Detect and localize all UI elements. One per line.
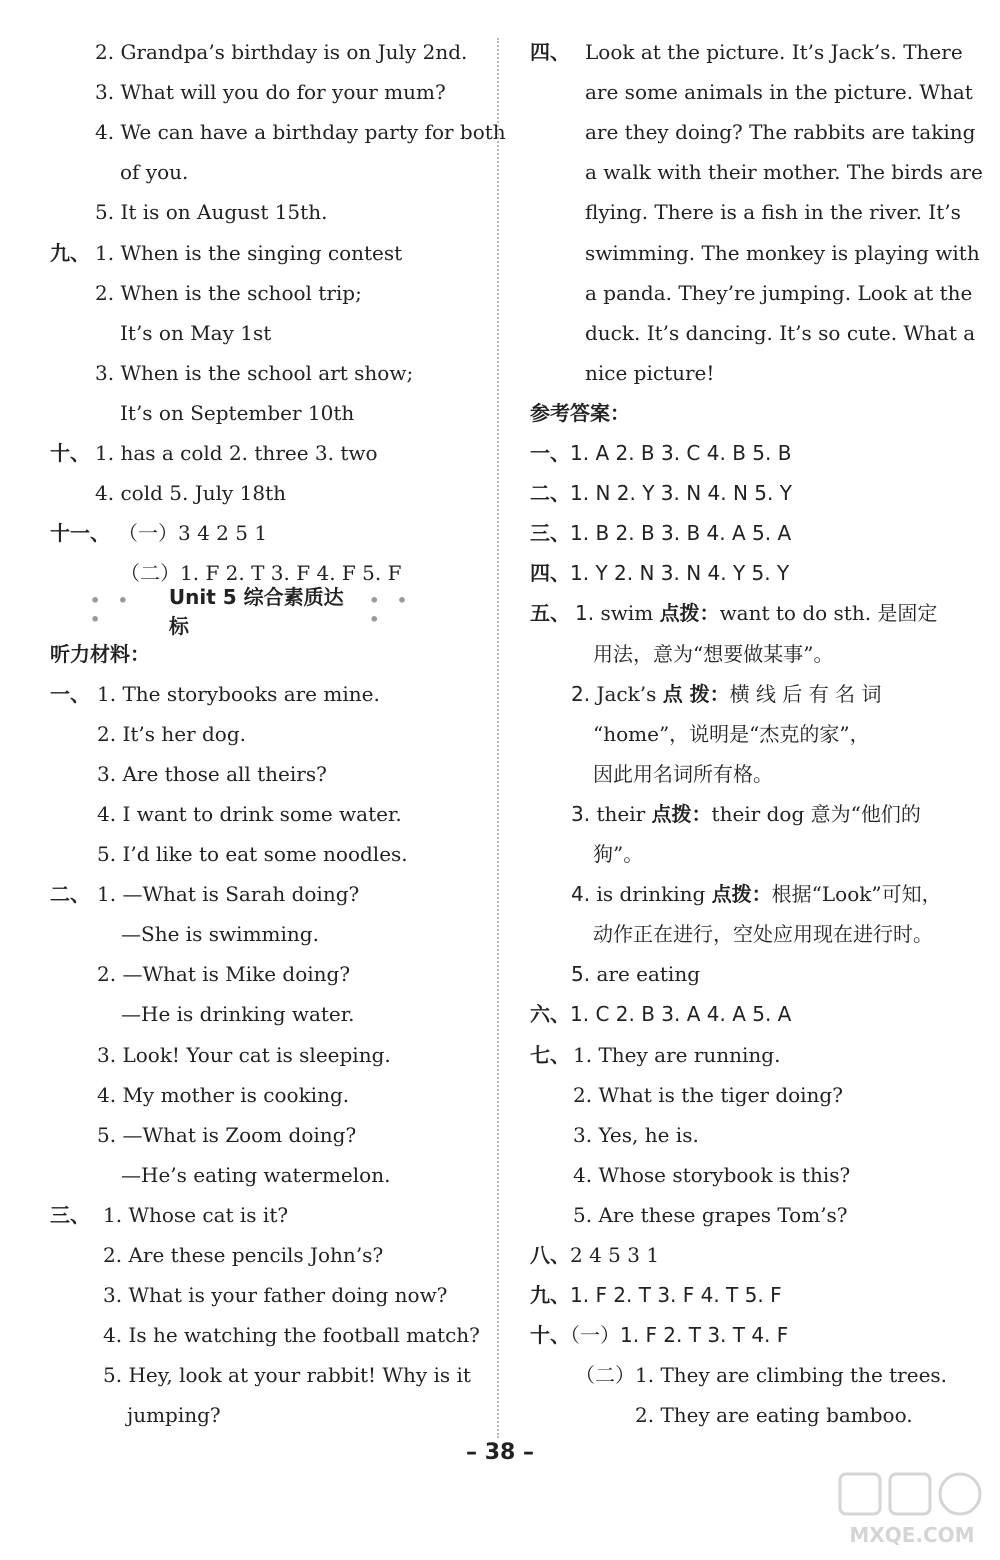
list-line xyxy=(103,1321,480,1349)
section-marker: 三、 xyxy=(50,1202,90,1227)
item-text: When is the school trip; xyxy=(120,280,362,305)
passage-text: are some animals in the picture. What xyxy=(585,80,973,105)
section-marker: 一、 xyxy=(50,681,90,706)
item-text: jumping? xyxy=(127,1403,221,1428)
list-line xyxy=(573,1201,848,1229)
item-number: 2. xyxy=(97,962,123,987)
hint-label: 点拨： xyxy=(711,882,772,907)
list-line xyxy=(97,840,408,868)
section-label xyxy=(530,1041,570,1069)
dots-decoration: • • • xyxy=(369,591,414,630)
section-label xyxy=(50,439,90,467)
list-line xyxy=(95,479,286,507)
answer-line xyxy=(635,1401,913,1429)
passage-line xyxy=(585,38,963,66)
hint-line xyxy=(571,880,942,908)
item-number: 4. xyxy=(95,481,121,506)
item-text: —What is Mike doing? xyxy=(122,962,351,987)
answer-line xyxy=(530,519,791,547)
item-number: 4. xyxy=(97,1082,123,1107)
list-line xyxy=(103,1241,383,1269)
item-text: 4. Whose storybook is this? xyxy=(573,1162,851,1187)
section-label xyxy=(50,239,90,267)
item-text: It’s on May 1st xyxy=(120,320,272,345)
item-number: 3. xyxy=(95,80,121,105)
list-line xyxy=(120,399,354,427)
page-number: – 38 – xyxy=(466,1440,534,1465)
list-line xyxy=(97,960,350,988)
hint-text: 根据“Look”可知， xyxy=(771,882,942,907)
section-marker: 六、 xyxy=(530,1002,570,1027)
item-number: 4. xyxy=(95,120,121,145)
item-text: Look! Your cat is sleeping. xyxy=(122,1042,391,1067)
passage-line xyxy=(585,118,976,146)
item-number: 3. xyxy=(103,1283,129,1308)
item-text: We can have a birthday party for both xyxy=(120,120,506,145)
answer-text: 2 4 5 3 1 xyxy=(570,1243,660,1267)
passage-line xyxy=(585,158,983,186)
list-line xyxy=(120,319,271,347)
item-number: 1. xyxy=(95,441,121,465)
hint-text: 用法，意为“想要做某事”。 xyxy=(593,641,834,666)
passage-line xyxy=(585,319,975,347)
item-text: has a cold 2. three 3. two xyxy=(120,441,378,465)
item-text: Is he watching the football match? xyxy=(128,1323,480,1348)
list-line xyxy=(95,78,446,106)
hint-label: 点 拨： xyxy=(662,681,730,706)
unit-title-text: Unit 5 综合素质达标 xyxy=(168,585,344,639)
passage-text: a walk with their mother. The birds are xyxy=(585,160,983,185)
watermark-logo xyxy=(832,1470,992,1550)
section-marker: 一、 xyxy=(530,441,570,465)
item-text: 2. What is the tiger doing? xyxy=(573,1082,843,1107)
item-text: 5. Are these grapes Tom’s? xyxy=(573,1202,848,1227)
item-number: 1. xyxy=(103,1202,129,1227)
hint-text: 横 线 后 有 名 词 xyxy=(729,681,882,706)
answer-line xyxy=(530,479,792,507)
item-number: 2. xyxy=(571,681,597,706)
list-line xyxy=(103,1281,447,1309)
list-line xyxy=(95,359,413,387)
item-number: 1. xyxy=(97,882,123,907)
answer-word: their xyxy=(596,801,652,826)
item-number: 5. xyxy=(97,842,123,866)
section-label xyxy=(530,599,570,627)
answer-word: is drinking xyxy=(596,882,712,907)
passage-line xyxy=(585,279,972,307)
list-line xyxy=(121,920,319,948)
section-marker: 九、 xyxy=(50,240,90,265)
list-line xyxy=(97,1041,391,1069)
section-marker: 十、 xyxy=(530,1323,570,1348)
answer-text: 1. Y 2. N 3. N 4. Y 5. Y xyxy=(570,561,790,586)
answer-line xyxy=(530,1000,791,1028)
item-text: Hey, look at your rabbit! Why is it xyxy=(128,1363,471,1388)
item-number: 1. xyxy=(95,240,121,265)
list-line xyxy=(97,680,380,708)
item-number: 5. xyxy=(97,1122,123,1147)
item-number: 2. xyxy=(95,280,121,305)
hint-text: 狗”。 xyxy=(593,842,644,866)
item-text: —He’s eating watermelon. xyxy=(121,1162,391,1187)
item-text: When is the singing contest xyxy=(120,240,403,265)
answer-line xyxy=(530,559,789,587)
section-marker: 二、 xyxy=(530,481,570,506)
answer-text: （二）1. They are climbing the trees. xyxy=(575,1363,948,1388)
passage-text: are they doing? The rabbits are taking xyxy=(585,120,976,145)
item-number: 1. xyxy=(575,601,601,626)
list-line xyxy=(95,118,506,146)
item-text: It is on August 15th. xyxy=(120,200,328,225)
item-text: Are those all theirs? xyxy=(122,761,327,786)
list-line xyxy=(573,1121,699,1149)
hint-text: 动作正在进行，空处应用现在进行时。 xyxy=(593,922,933,947)
dots-decoration: • • • xyxy=(90,591,135,630)
hint-text: “home”，说明是“杰克的家”， xyxy=(593,721,870,746)
list-line xyxy=(95,439,378,467)
list-line xyxy=(97,880,359,908)
answer-text: （一）1. F 2. T 3. T 4. F xyxy=(570,1323,789,1348)
item-text: It’s on September 10th xyxy=(120,400,355,425)
item-number: 3. xyxy=(571,801,597,826)
item-text: 3. Yes, he is. xyxy=(573,1122,699,1147)
item-number: 5. xyxy=(95,200,121,225)
section-marker: 七、 xyxy=(530,1042,570,1067)
list-line xyxy=(118,519,267,547)
passage-text: duck. It’s dancing. It’s so cute. What a xyxy=(585,320,976,345)
item-text: When is the school art show; xyxy=(120,360,414,385)
list-line xyxy=(95,279,362,307)
passage-line xyxy=(585,198,961,226)
item-text: cold 5. July 18th xyxy=(120,481,287,506)
answer-text: 1. B 2. B 3. B 4. A 5. A xyxy=(570,521,792,546)
section-marker: 八、 xyxy=(530,1243,570,1267)
answer-line xyxy=(530,1241,659,1269)
section-marker: 二、 xyxy=(50,882,90,907)
section-marker: 四、 xyxy=(530,561,570,586)
answer-text: 1. F 2. T 3. F 4. T 5. F xyxy=(570,1283,782,1308)
answers-heading: 参考答案： xyxy=(530,400,630,425)
item-number: 3. xyxy=(97,761,123,786)
item-text: of you. xyxy=(120,160,189,185)
answer-text: 2. They are eating bamboo. xyxy=(635,1403,913,1428)
list-line xyxy=(573,1081,843,1109)
list-line xyxy=(573,1161,850,1189)
item-text: （二）1. F 2. T 3. F 4. F 5. F xyxy=(120,561,402,586)
section-label xyxy=(530,38,570,66)
answer-text: 1. N 2. Y 3. N 4. N 5. Y xyxy=(570,481,792,506)
hint-label: 点拨： xyxy=(659,601,720,626)
list-line xyxy=(127,1401,221,1429)
answer-word: are eating xyxy=(596,962,701,987)
section-marker: 五、 xyxy=(530,601,570,626)
passage-text: Look at the picture. It’s Jack’s. There xyxy=(585,40,963,64)
item-text: Whose cat is it? xyxy=(128,1202,289,1227)
passage-text: nice picture! xyxy=(585,360,715,385)
hint-continuation xyxy=(593,720,870,748)
hint-continuation xyxy=(593,920,933,948)
item-number: 2. xyxy=(95,40,121,64)
svg-text:MXQE.COM: MXQE.COM xyxy=(849,1523,975,1547)
item-text: —What is Zoom doing? xyxy=(122,1122,357,1147)
passage-line xyxy=(585,239,980,267)
section-label xyxy=(50,680,90,708)
item-number: 5. xyxy=(571,962,597,987)
hint-text: 因此用名词所有格。 xyxy=(593,761,773,786)
item-text: The storybooks are mine. xyxy=(122,681,380,706)
item-number: 4. xyxy=(97,801,123,826)
list-line xyxy=(95,38,467,66)
list-line xyxy=(95,239,402,267)
passage-text: flying. There is a fish in the river. It’s xyxy=(585,200,961,225)
item-text: Are these pencils John’s? xyxy=(128,1243,384,1267)
unit-title xyxy=(90,585,440,639)
answer-line xyxy=(530,1281,782,1309)
answer-word: Jack’s xyxy=(596,681,663,706)
item-text: What will you do for your mum? xyxy=(120,80,446,105)
item-number: 2. xyxy=(103,1243,129,1267)
section-marker: 十、 xyxy=(50,441,90,465)
section-label xyxy=(50,519,110,547)
hint-line xyxy=(575,599,937,627)
item-text: —She is swimming. xyxy=(121,922,319,947)
section-marker: 十一、 xyxy=(50,521,110,546)
hint-continuation xyxy=(593,760,773,788)
section-label xyxy=(50,880,90,908)
item-text: What is your father doing now? xyxy=(128,1283,448,1308)
passage-text: swimming. The monkey is playing with xyxy=(585,240,980,265)
item-text: My mother is cooking. xyxy=(122,1082,350,1107)
section-marker: 三、 xyxy=(530,521,570,546)
item-number: 3. xyxy=(97,1042,123,1067)
column-divider xyxy=(497,38,499,1438)
list-line xyxy=(120,158,188,186)
passage-text: a panda. They’re jumping. Look at the xyxy=(585,280,973,305)
list-line xyxy=(97,800,402,828)
item-number: 2. xyxy=(97,721,123,746)
list-line xyxy=(103,1201,288,1229)
item-text: 1. They are running. xyxy=(573,1042,781,1067)
hint-continuation xyxy=(593,640,833,668)
item-text: Grandpa’s birthday is on July 2nd. xyxy=(120,40,468,64)
hint-line xyxy=(571,800,921,828)
answer-word: swim xyxy=(600,601,660,626)
item-text: —What is Sarah doing? xyxy=(122,882,360,907)
passage-line xyxy=(585,78,973,106)
section-marker: 四、 xyxy=(530,40,570,64)
listening-heading: 听力材料： xyxy=(50,641,150,666)
section-marker: 九、 xyxy=(530,1283,570,1308)
item-text: —He is drinking water. xyxy=(121,1002,355,1027)
list-line xyxy=(573,1041,780,1069)
hint-label: 点拨： xyxy=(651,801,712,826)
list-line xyxy=(97,1081,349,1109)
section-label xyxy=(50,1201,90,1229)
answer-line xyxy=(530,1321,788,1349)
list-line xyxy=(97,760,327,788)
item-text: I’d like to eat some noodles. xyxy=(122,842,408,866)
passage-line xyxy=(585,359,714,387)
hint-text: want to do sth. 是固定 xyxy=(719,601,938,626)
item-number: 4. xyxy=(103,1323,129,1348)
hint-line xyxy=(571,960,700,988)
list-line xyxy=(121,1161,390,1189)
list-line xyxy=(97,1121,356,1149)
answer-text: 1. A 2. B 3. C 4. B 5. B xyxy=(570,441,792,465)
answer-text: 1. C 2. B 3. A 4. A 5. A xyxy=(570,1002,792,1027)
item-number: 5. xyxy=(103,1363,129,1388)
hint-line xyxy=(571,680,881,708)
hint-continuation xyxy=(593,840,643,868)
item-number: 3. xyxy=(95,360,121,385)
list-line xyxy=(97,720,246,748)
list-line xyxy=(95,198,327,226)
hint-text: their dog 意为“他们的 xyxy=(711,801,921,826)
item-text: （一）3 4 2 5 1 xyxy=(118,521,268,546)
item-text: It’s her dog. xyxy=(122,721,247,746)
item-text: I want to drink some water. xyxy=(122,801,402,826)
list-line xyxy=(121,1000,355,1028)
answer-line xyxy=(575,1361,947,1389)
answer-line xyxy=(530,439,791,467)
list-line xyxy=(103,1361,471,1389)
item-number: 4. xyxy=(571,882,597,907)
item-number: 1. xyxy=(97,681,123,706)
